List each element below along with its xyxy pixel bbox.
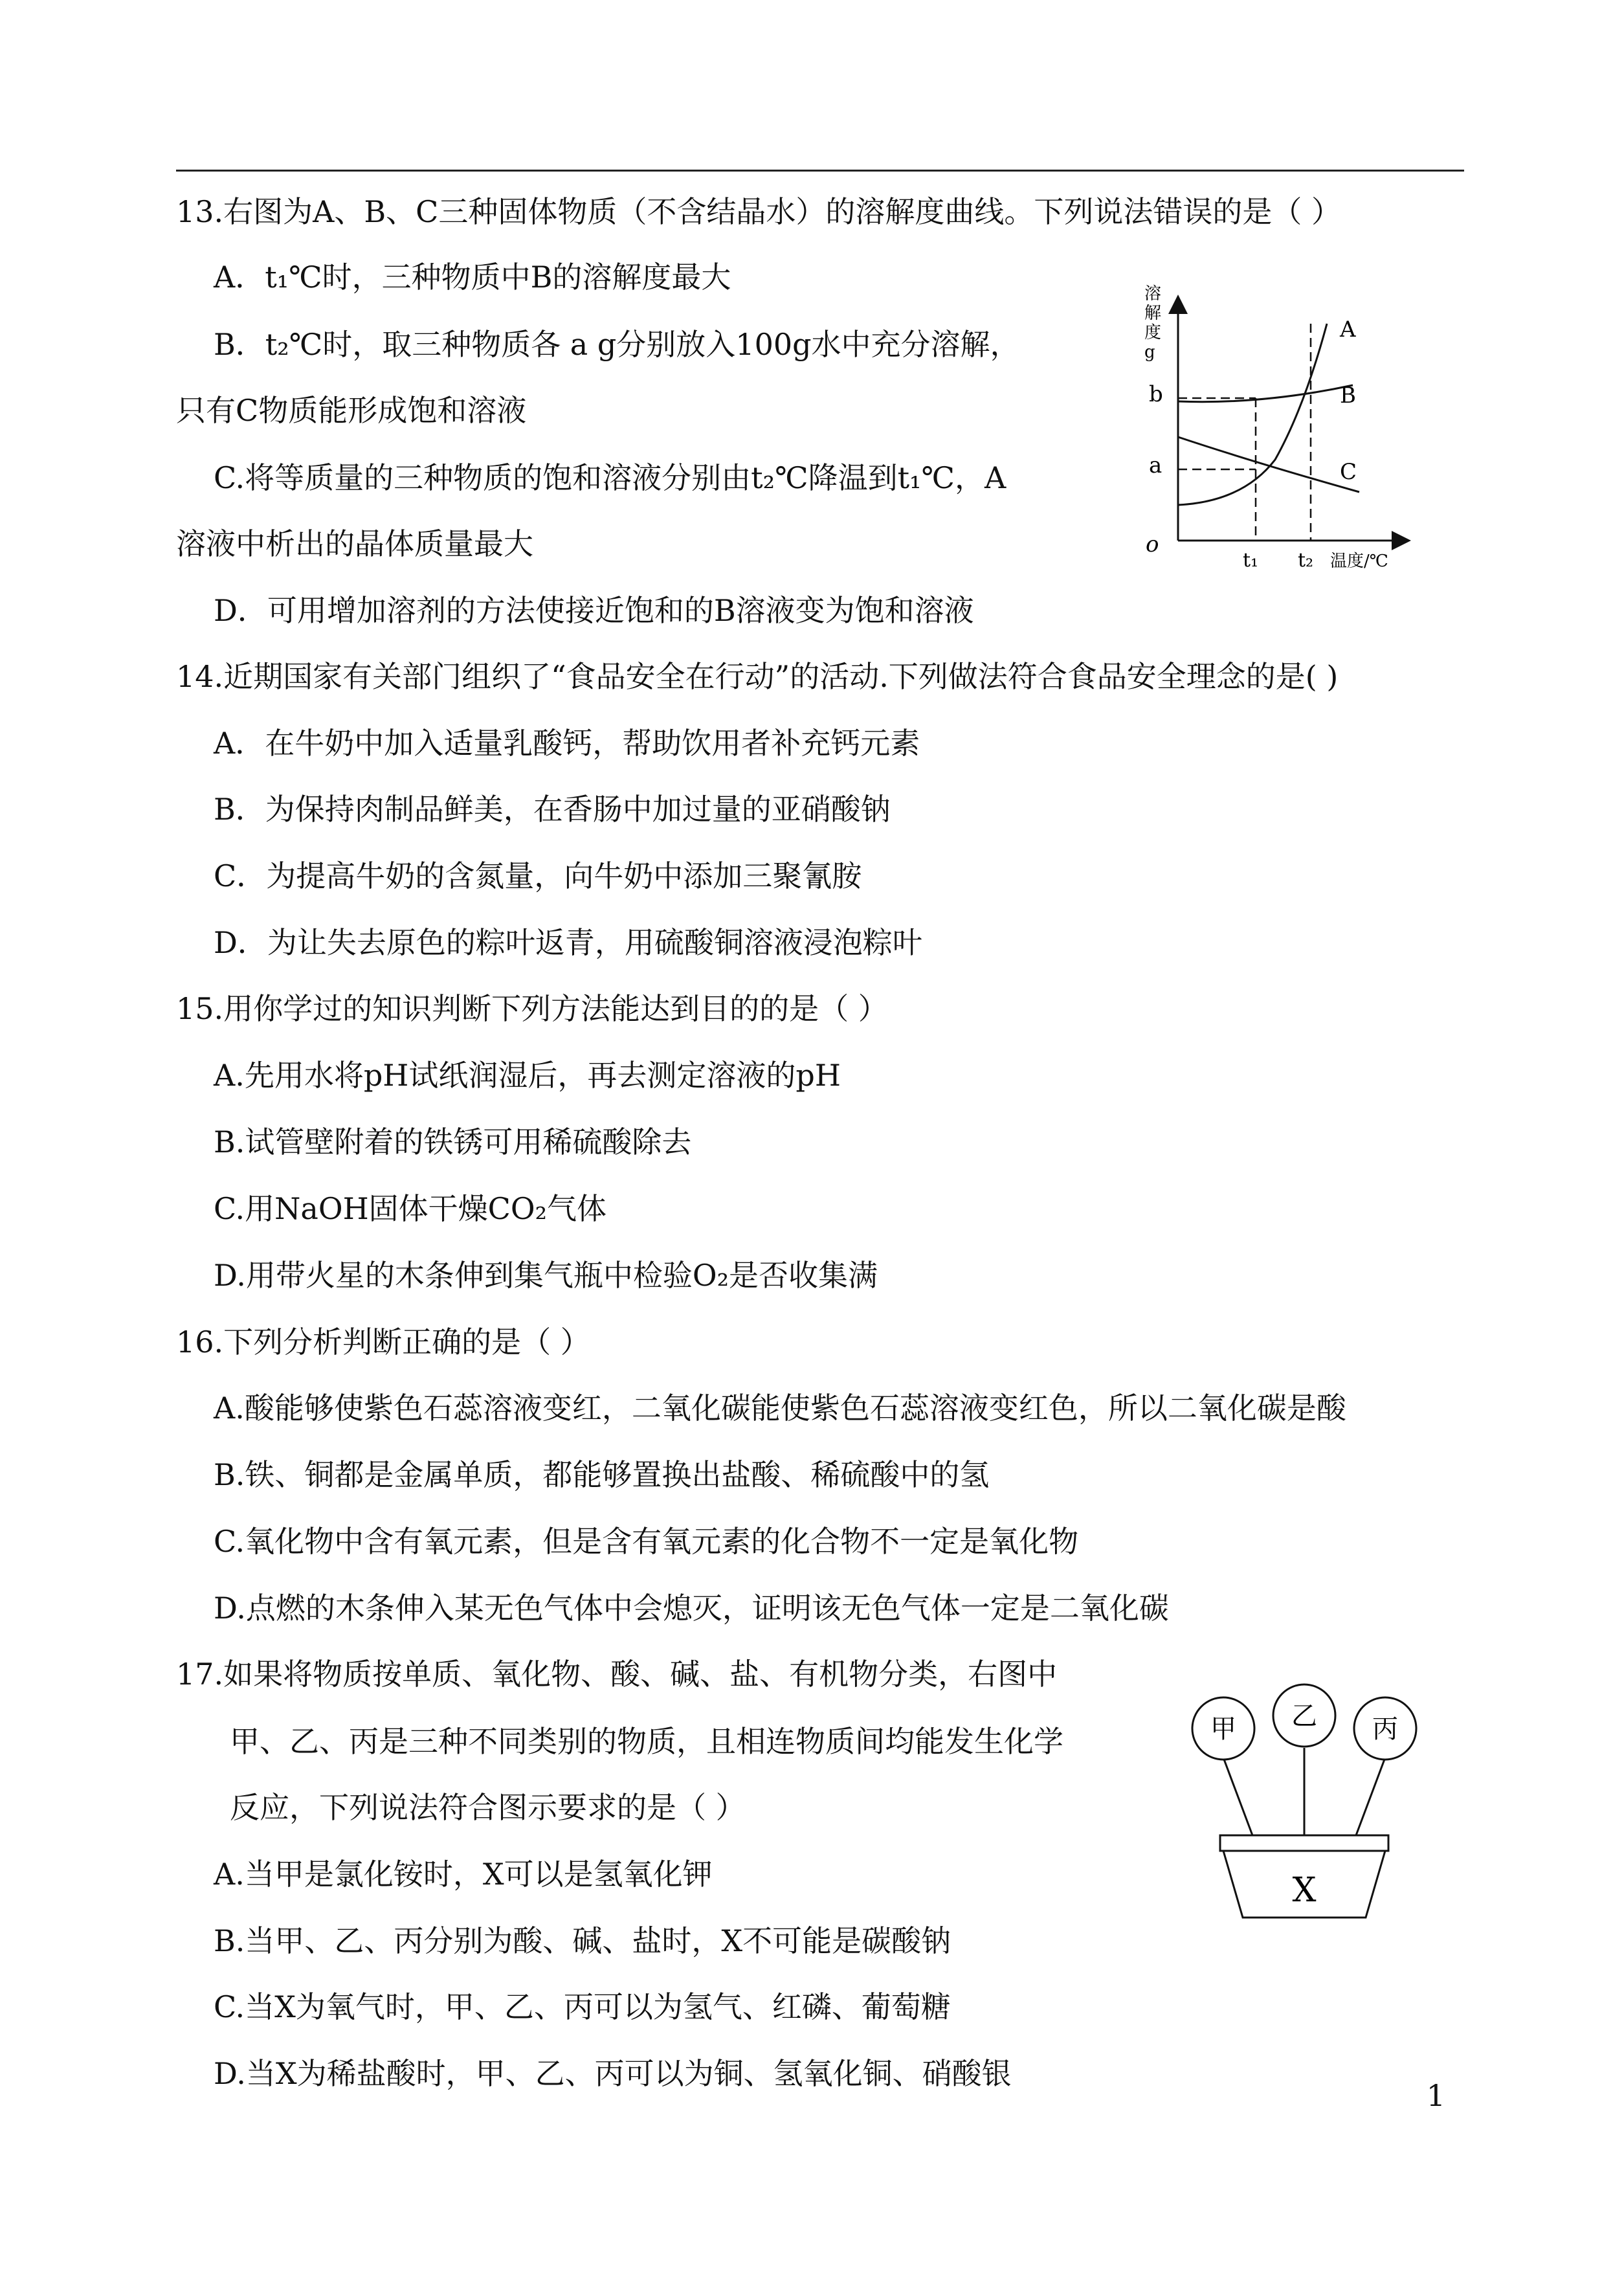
q17-option-c: C.当X为氧气时，甲、乙、丙可以为氢气、红磷、葡萄糖	[214, 1989, 951, 2024]
q17-option-a: A.当甲是氯化铵时，X可以是氢氧化钾	[214, 1857, 713, 1892]
flower-pot-diagram	[1175, 1683, 1434, 1929]
q17-stem: 17.如果将物质按单质、氧化物、酸、碱、盐、有机物分类，右图中	[176, 1657, 1058, 1692]
q13-option-c-cont: 溶液中析出的晶体质量最大	[176, 526, 533, 561]
q17-option-d: D.当X为稀盐酸时，甲、乙、丙可以为铜、氢氧化铜、硝酸银	[214, 2056, 1012, 2091]
origin-label: o	[1146, 531, 1159, 557]
q16-stem: 16.下列分析判断正确的是（ ）	[176, 1325, 590, 1359]
curve-b	[1178, 385, 1353, 402]
curve-b-label: B	[1340, 383, 1356, 408]
q15-option-d: D.用带火星的木条伸到集气瓶中检验O₂是否收集满	[214, 1258, 878, 1293]
q15-option-b: B.试管壁附着的铁锈可用稀硫酸除去	[214, 1124, 692, 1159]
pot-label-x: X	[1292, 1871, 1317, 1910]
q17-stem-line3: 反应，下列说法符合图示要求的是（ ）	[230, 1790, 746, 1825]
q13-option-c: C.将等质量的三种物质的饱和溶液分别由t₂℃降温到t₁℃，A	[214, 460, 1007, 495]
page-number: 1	[1426, 2078, 1445, 2113]
q13-option-b-cont: 只有C物质能形成饱和溶液	[176, 393, 527, 428]
label-bing: 丙	[1372, 1714, 1398, 1744]
q16-option-a: A.酸能够使紫色石蕊溶液变红，二氧化碳能使紫色石蕊溶液变红色，所以二氧化碳是酸	[214, 1391, 1346, 1426]
y-axis-label: 溶 解 度 g	[1144, 284, 1162, 362]
curve-a	[1178, 324, 1327, 505]
q15-option-a: A.先用水将pH试纸润湿后，再去测定溶液的pH	[214, 1058, 841, 1093]
q13-option-b: B．t₂℃时，取三种物质各 a g分别放入100g水中充分溶解，	[214, 327, 1020, 362]
curve-c-label: C	[1340, 459, 1357, 485]
q14-stem: 14.近期国家有关部门组织了“食品安全在行动”的活动.下列做法符合食品安全理念的是( )	[176, 659, 1339, 694]
x-tick-t2: t₂	[1298, 549, 1314, 572]
label-jia: 甲	[1210, 1714, 1236, 1744]
q13-stem: 13.右图为A、B、C三种固体物质（不含结晶水）的溶解度曲线。下列说法错误的是（ ）	[176, 194, 1341, 229]
stem-jia	[1223, 1758, 1252, 1835]
curve-c	[1178, 437, 1359, 492]
q17-option-b: B.当甲、乙、丙分别为酸、碱、盐时，X不可能是碳酸钠	[214, 1923, 951, 1958]
x-axis-label: 温度/℃	[1330, 552, 1388, 571]
pot-rim	[1220, 1835, 1388, 1851]
q14-option-c: C．为提高牛奶的含氮量，向牛奶中添加三聚氰胺	[214, 858, 862, 893]
q13-option-d: D．可用增加溶剂的方法使接近饱和的B溶液变为饱和溶液	[214, 593, 974, 628]
curve-a-label: A	[1340, 317, 1356, 342]
q14-option-a: A．在牛奶中加入适量乳酸钙，帮助饮用者补充钙元素	[214, 726, 920, 761]
q16-option-d: D.点燃的木条伸入某无色气体中会熄灭，证明该无色气体一定是二氧化碳	[214, 1591, 1169, 1626]
q13-option-a: A．t₁℃时，三种物质中B的溶解度最大	[214, 260, 731, 295]
stem-bing	[1356, 1758, 1385, 1835]
q16-option-c: C.氧化物中含有氧元素，但是含有氧元素的化合物不一定是氧化物	[214, 1524, 1079, 1559]
solubility-chart	[1126, 272, 1437, 583]
x-tick-t1: t₁	[1243, 549, 1259, 572]
q14-option-b: B．为保持肉制品鲜美，在香肠中加过量的亚硝酸钠	[214, 792, 891, 827]
y-tick-b: b	[1149, 381, 1163, 407]
q16-option-b: B.铁、铜都是金属单质，都能够置换出盐酸、稀硫酸中的氢	[214, 1457, 990, 1492]
q14-option-d: D．为让失去原色的粽叶返青，用硫酸铜溶液浸泡粽叶	[214, 925, 922, 960]
q17-stem-line2: 甲、乙、丙是三种不同类别的物质，且相连物质间均能发生化学	[230, 1724, 1063, 1759]
q15-stem: 15.用你学过的知识判断下列方法能达到目的的是（ ）	[176, 991, 888, 1026]
q15-option-c: C.用NaOH固体干燥CO₂气体	[214, 1191, 607, 1226]
label-yi: 乙	[1291, 1701, 1317, 1731]
y-tick-a: a	[1149, 453, 1162, 478]
header-rule	[176, 170, 1464, 172]
